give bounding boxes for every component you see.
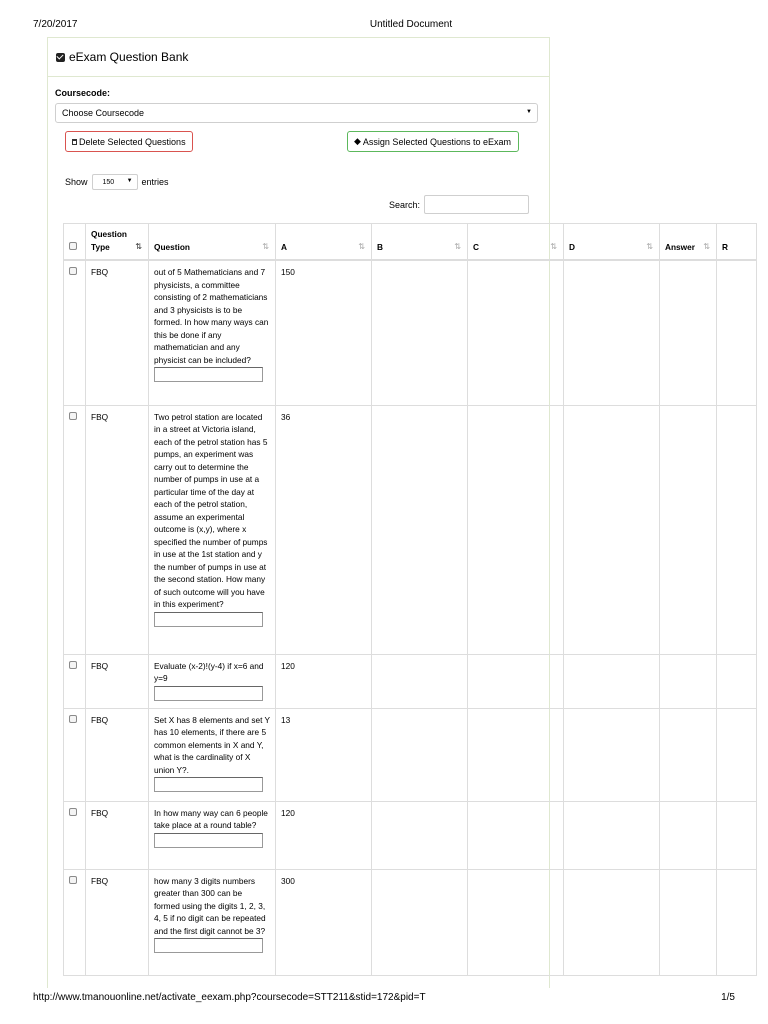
select-all-cell [64, 224, 86, 261]
col-d[interactable]: D ⇅ [564, 224, 660, 261]
option-a-cell: 36 [276, 405, 372, 654]
option-a-cell: 300 [276, 869, 372, 975]
entries-value: 150 [102, 178, 115, 186]
question-edit-input[interactable] [154, 833, 263, 848]
question-cell [149, 405, 276, 654]
search-label: Search: [389, 200, 421, 210]
col-a[interactable]: A ⇅ [276, 224, 372, 261]
question-edit-input[interactable] [154, 777, 263, 792]
panel-title: eExam Question Bank [69, 50, 189, 64]
option-b-cell [372, 801, 468, 869]
answer-cell [660, 869, 717, 975]
row-select-cell [64, 405, 86, 654]
row-checkbox[interactable] [69, 876, 77, 884]
option-b-cell [372, 405, 468, 654]
arrow-left-icon: ◆ [354, 136, 361, 146]
entries-select[interactable] [92, 174, 138, 190]
print-header [0, 19, 768, 33]
col-question[interactable]: Question ⇅ [149, 224, 276, 261]
coursecode-selected-value: Choose Coursecode [62, 108, 145, 118]
print-title: Untitled Document [369, 19, 453, 30]
table-row [64, 405, 757, 654]
row-checkbox[interactable] [69, 715, 77, 723]
row-checkbox[interactable] [69, 412, 77, 420]
option-c-cell [468, 405, 564, 654]
question-text: Set X has 8 elements and set Y has 10 elements, if there are 5 common elements in X and Y, what is the cardinality of X union Y?. [154, 714, 270, 775]
search-input[interactable] [424, 195, 529, 214]
assign-selected-button[interactable] [347, 131, 519, 152]
row-select-cell [64, 654, 86, 708]
row-select-cell [64, 708, 86, 801]
question-cell [149, 869, 276, 975]
r-cell [717, 405, 757, 654]
show-label: Show [65, 177, 88, 187]
option-c-cell [468, 801, 564, 869]
trash-icon [72, 139, 77, 145]
delete-selected-button[interactable] [65, 131, 193, 152]
option-b-cell [372, 869, 468, 975]
option-d-cell [564, 405, 660, 654]
type-cell: FBQ [86, 405, 149, 654]
caret-down-icon: ▼ [526, 109, 532, 115]
option-c-cell [468, 708, 564, 801]
option-d-cell [564, 708, 660, 801]
option-a-cell: 150 [276, 260, 372, 405]
sort-icon: ⇅ [358, 241, 365, 251]
table-row [64, 801, 757, 869]
caret-down-icon: ▼ [126, 178, 133, 184]
question-cell [149, 708, 276, 801]
question-cell [149, 260, 276, 405]
print-footer [0, 992, 768, 1006]
answer-cell [660, 405, 717, 654]
type-cell: FBQ [86, 654, 149, 708]
question-edit-input[interactable] [154, 367, 263, 382]
table-row [64, 654, 757, 708]
option-d-cell [564, 869, 660, 975]
option-c-cell [468, 869, 564, 975]
option-a-cell: 13 [276, 708, 372, 801]
col-r[interactable]: R [717, 224, 757, 261]
option-d-cell [564, 260, 660, 405]
question-text: Evaluate (x-2)!(y-4) if x=6 and y=9 [154, 660, 264, 683]
sort-icon: ⇅ [646, 241, 653, 251]
question-edit-input[interactable] [154, 686, 263, 701]
type-cell: FBQ [86, 708, 149, 801]
question-cell [149, 801, 276, 869]
row-checkbox[interactable] [69, 267, 77, 275]
col-answer[interactable]: Answer ⇅ [660, 224, 717, 261]
print-page-number: 1/5 [721, 992, 735, 1003]
col-c[interactable]: C ⇅ [468, 224, 564, 261]
option-d-cell [564, 801, 660, 869]
question-cell [149, 654, 276, 708]
panel-heading [48, 38, 549, 77]
answer-cell [660, 801, 717, 869]
row-select-cell [64, 869, 86, 975]
print-date: 7/20/2017 [33, 19, 78, 30]
option-c-cell [468, 654, 564, 708]
assign-selected-label: Assign Selected Questions to eExam [362, 136, 511, 147]
table-row [64, 869, 757, 975]
question-edit-input[interactable] [154, 938, 263, 953]
table-header-row [64, 224, 757, 261]
question-text: In how many way can 6 people take place at a round table? [154, 807, 268, 830]
row-checkbox[interactable] [69, 808, 77, 816]
questions-table [63, 223, 757, 976]
col-question-type[interactable]: Question Type ⇅ [86, 224, 149, 261]
r-cell [717, 260, 757, 405]
option-b-cell [372, 654, 468, 708]
r-cell [717, 801, 757, 869]
question-edit-input[interactable] [154, 612, 263, 627]
r-cell [717, 869, 757, 975]
r-cell [717, 654, 757, 708]
type-cell: FBQ [86, 869, 149, 975]
question-text: out of 5 Mathematicians and 7 physicists, a committee consisting of 2 mathematicians and 3 physicists is to be formed. In how many ways can this be done if any mathematician and any physicist can be included? [154, 267, 269, 365]
row-checkbox[interactable] [69, 661, 77, 669]
row-select-cell [64, 801, 86, 869]
check-square-icon [56, 53, 65, 62]
answer-cell [660, 708, 717, 801]
table-row [64, 260, 757, 405]
type-cell: FBQ [86, 260, 149, 405]
entries-length-control [65, 174, 169, 190]
sort-icon: ⇅ [550, 241, 557, 251]
print-url: http://www.tmanouonline.net/activate_eexam.php?coursecode=STT211&stid=172&pid=T [33, 992, 426, 1003]
option-a-cell: 120 [276, 654, 372, 708]
question-text: how many 3 digits numbers greater than 300 can be formed using the digits 1, 2, 3, 4, 5 if no digit can be repeated and the first digit cannot be 3? [154, 875, 266, 936]
option-d-cell [564, 654, 660, 708]
option-b-cell [372, 708, 468, 801]
coursecode-label: Coursecode: [55, 88, 111, 98]
type-cell: FBQ [86, 801, 149, 869]
coursecode-select[interactable] [55, 103, 538, 123]
option-b-cell [372, 260, 468, 405]
question-text: Two petrol station are located in a street at Victoria island, each of the petrol station has 5 pumps, an experiment was carry out to determine the number of pumps in use at a particular time of the day at each of the petrol station, assume an experimental outcome is (x,y), where x specified the number of pumps in use at the 1st station and y the number of pumps in use at the second station. How many of such outcome will you have in this experiment? [154, 411, 268, 609]
answer-cell [660, 260, 717, 405]
col-b[interactable]: B ⇅ [372, 224, 468, 261]
sort-icon: ⇅ [703, 241, 710, 251]
sort-asc-icon: ⇅ [135, 241, 142, 251]
table-row [64, 708, 757, 801]
delete-selected-label: Delete Selected Questions [79, 136, 186, 147]
select-all-checkbox[interactable] [69, 242, 77, 250]
sort-icon: ⇅ [262, 241, 269, 251]
row-select-cell [64, 260, 86, 405]
r-cell [717, 708, 757, 801]
sort-icon: ⇅ [454, 241, 461, 251]
answer-cell [660, 654, 717, 708]
entries-label: entries [141, 177, 169, 187]
option-c-cell [468, 260, 564, 405]
option-a-cell: 120 [276, 801, 372, 869]
